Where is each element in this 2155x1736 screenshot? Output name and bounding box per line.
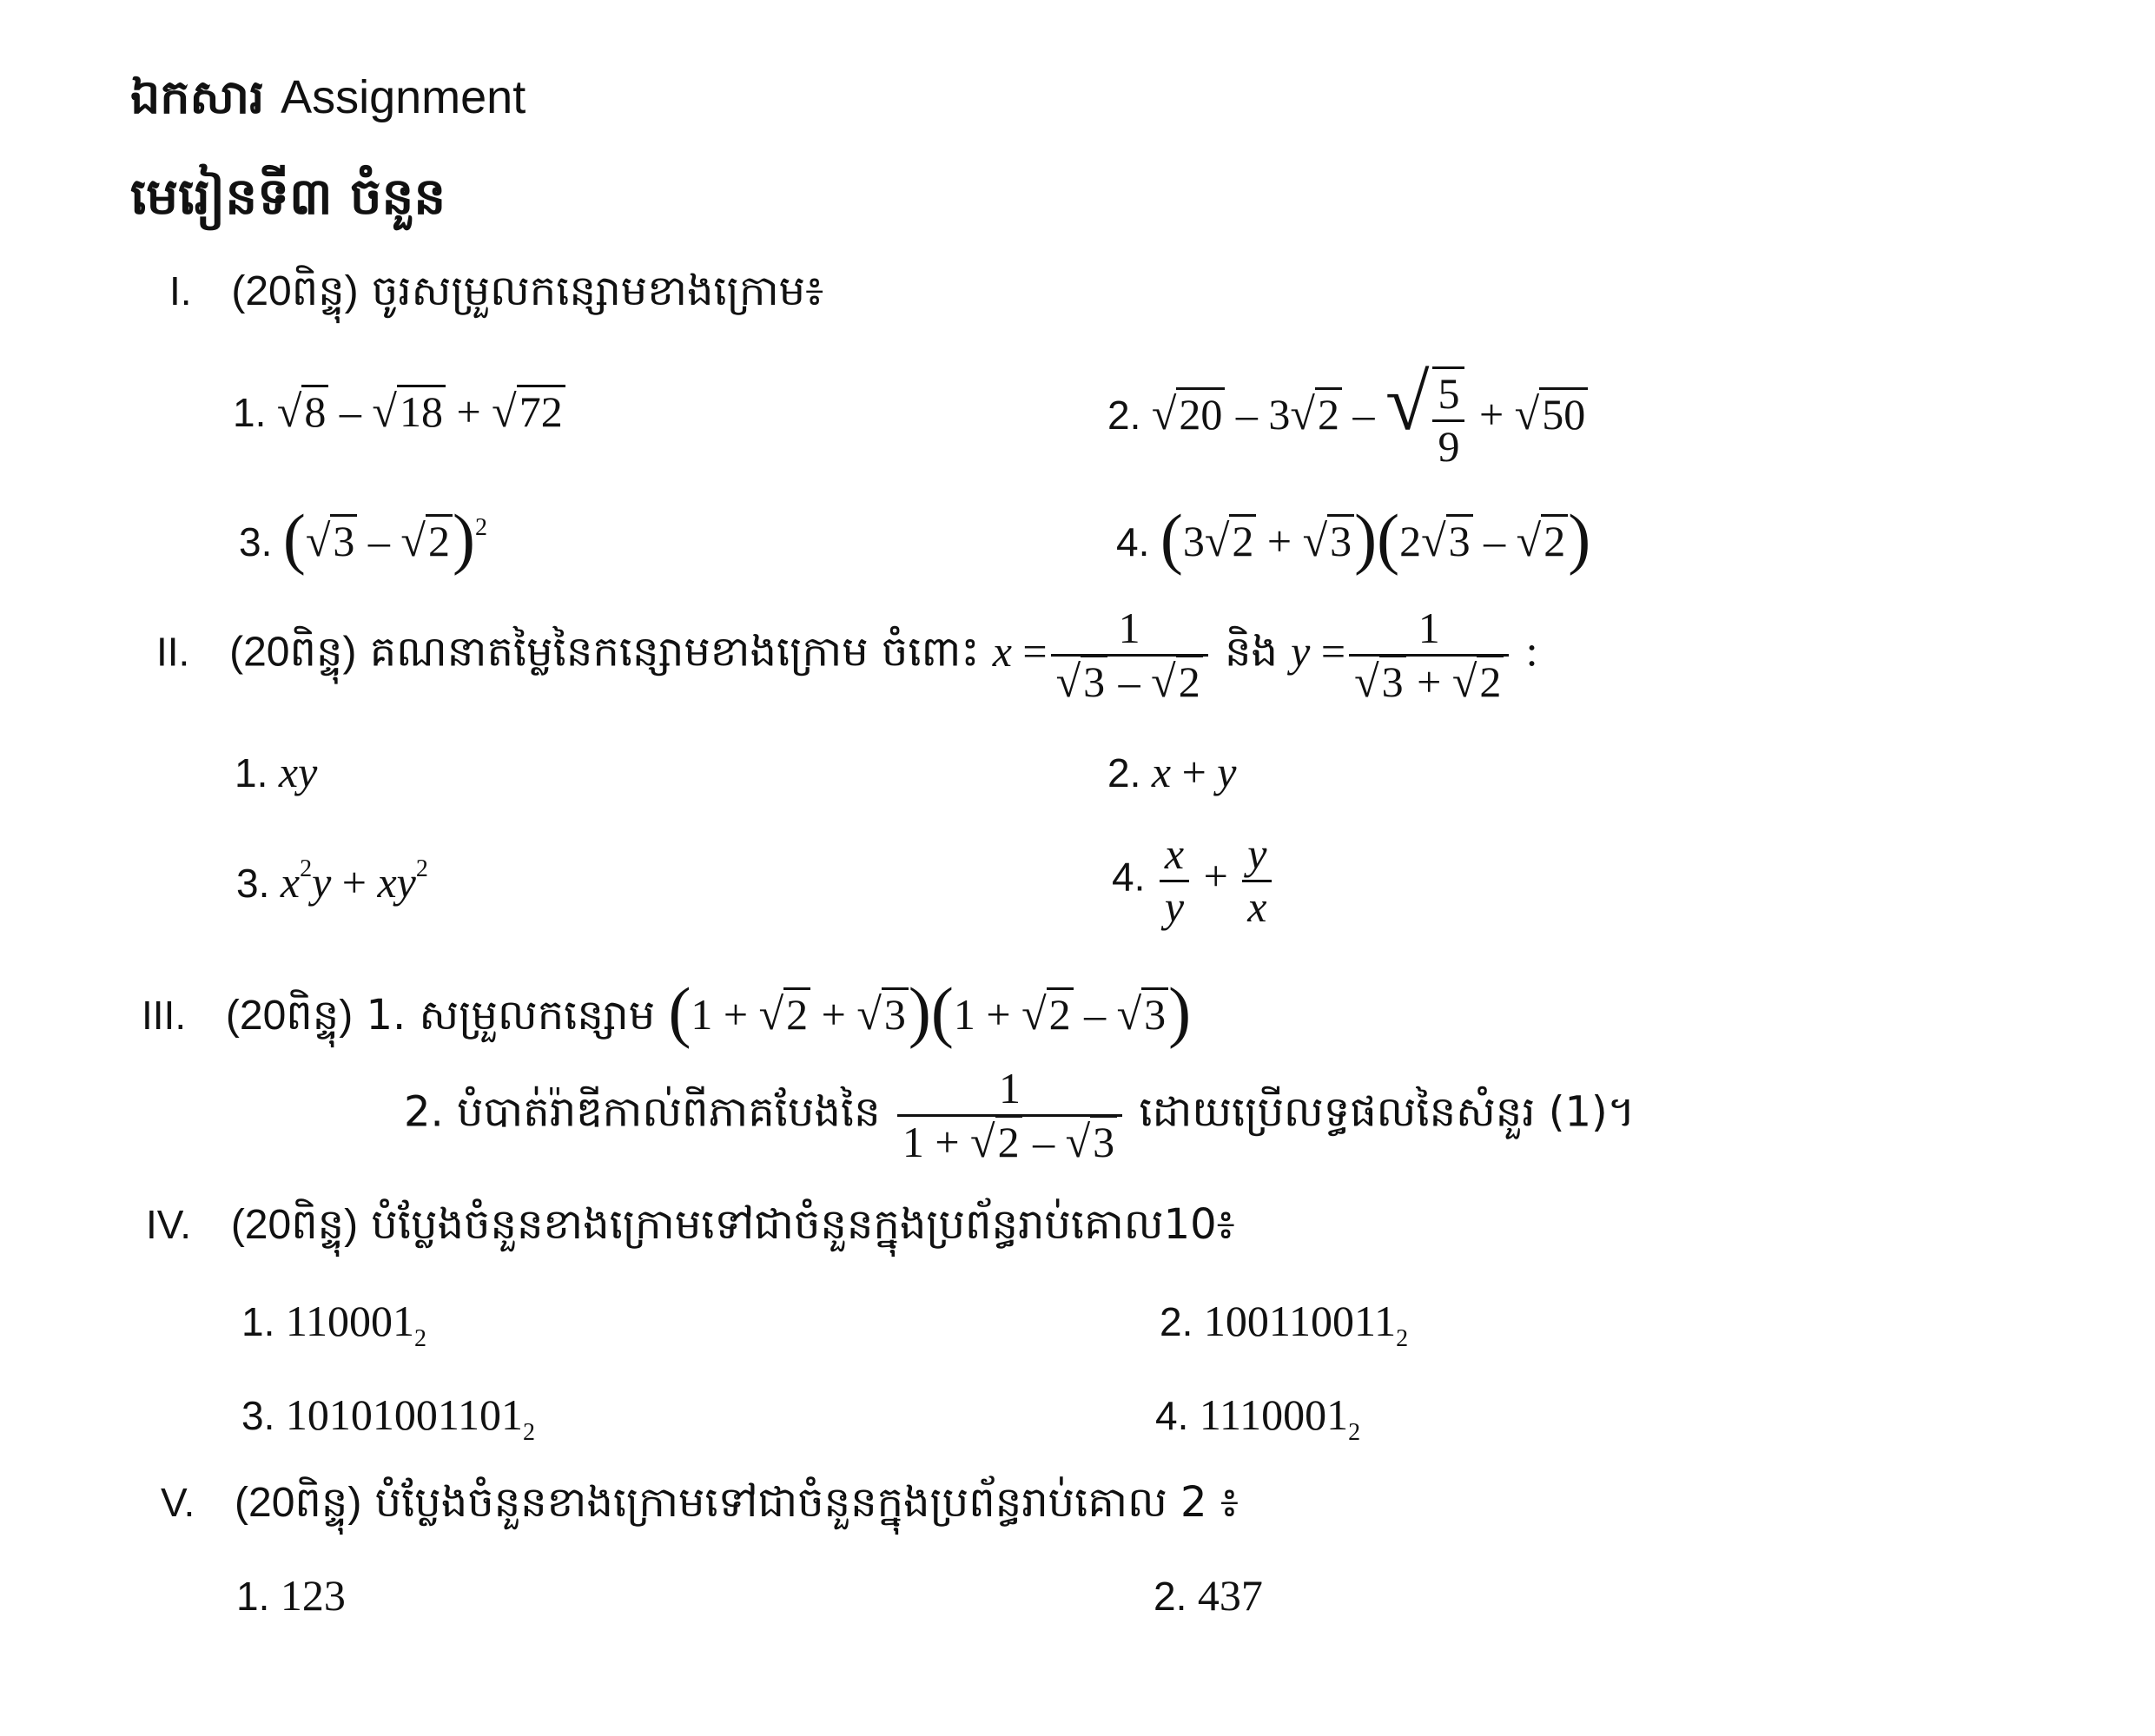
section-roman: I. xyxy=(169,268,192,314)
exercise-1-3: 3. (√3 – √2)$^2$ xyxy=(239,500,487,576)
section-instruction: គណនាតម្លៃនៃកន្សោមខាងក្រោម ចំពោះ xyxy=(369,627,980,677)
exercise-1-2: 2. √20 – 3√2 – √ $\frac{5}{9}$ + √50 xyxy=(1107,356,1588,472)
item-number: 4. xyxy=(1112,854,1146,900)
question-2-text: 2. បំបាត់រ៉ាឌីកាល់ពីភាគបែងនៃ xyxy=(404,1087,881,1137)
section-points: (20ពិន្ទុ) xyxy=(230,1202,359,1248)
section-5-header xyxy=(161,1476,1239,1537)
and-word: និង xyxy=(1224,627,1278,677)
section-4-header xyxy=(146,1198,1235,1259)
question-1-text: 1. សម្រួលកន្សោម xyxy=(366,991,656,1040)
exercise-4-4: 4. $1110001_2$ xyxy=(1155,1390,1361,1446)
item-number: 2. xyxy=(1107,393,1141,438)
document-title xyxy=(130,68,526,136)
item-number: 3. xyxy=(236,861,270,906)
exercise-5-1: 1. 123 xyxy=(236,1571,346,1620)
section-1-header xyxy=(169,265,823,326)
item-number: 2. xyxy=(1107,750,1141,795)
section-roman: V. xyxy=(161,1480,195,1525)
section-roman: III. xyxy=(142,993,187,1038)
exercise-2-3: 3. $x^2y + xy^2$ xyxy=(236,855,428,907)
section-instruction: បំប្លែងចំនួនខាងក្រោមទៅជាចំនួនក្នុងប្រព័ន្ធរាប់គោល10៖ xyxy=(371,1200,1235,1249)
item-number: 4. xyxy=(1116,519,1150,564)
section-3-question-2: 2. បំបាត់រ៉ាឌីកាល់ពីភាគបែងនៃ $\frac{1}{1 + √2 - √3}$ ដោយប្រើលទ្ធផលនៃសំនួរ (1)។ xyxy=(404,1064,1636,1167)
section-roman: II. xyxy=(156,629,190,675)
title-english: Assignment xyxy=(281,71,526,123)
section-2-header: II. (20ពិន្ទុ) គណនាតម្លៃនៃកន្សោមខាងក្រោម ចំពោះ x = $\frac{1}{√3 - √2}$ និង y = $\frac{1}{√3 + √2}$ : xyxy=(156,604,1538,707)
item-number: 3. xyxy=(239,519,273,564)
section-instruction: ចូរសម្រួលកន្សោមខាងក្រោម៖ xyxy=(371,267,824,315)
exercise-4-1: 1. $110001_2$ xyxy=(241,1297,427,1352)
exercise-4-2: 2. $100110011_2$ xyxy=(1160,1297,1409,1352)
section-points: (20ពិន្ទុ) xyxy=(231,268,359,314)
section-roman: IV. xyxy=(146,1202,192,1247)
exercise-2-4: 4. $\frac{x}{y}$ + $\frac{y}{x}$ xyxy=(1112,829,1275,932)
colon: : xyxy=(1525,626,1538,676)
question-2-tail: ដោយប្រើលទ្ធផលនៃសំនួរ (1)។ xyxy=(1139,1087,1636,1137)
exercise-2-2: 2. x + y xyxy=(1107,748,1237,796)
exercise-1-4: 4. (3√2 + √3)(2√3 – √2) xyxy=(1116,500,1591,576)
lesson-heading: មេរៀនទី៣ ចំនួន xyxy=(130,167,446,226)
section-points: (20ពិន្ទុ) xyxy=(225,993,354,1039)
section-points: (20ពិន្ទុ) xyxy=(229,629,357,676)
item-number: 1. xyxy=(235,750,268,795)
title-khmer: ឯកសារ xyxy=(130,69,265,124)
exercise-1-1: 1. √8 – √18 + √72 xyxy=(233,386,565,438)
item-number: 1. xyxy=(233,390,267,435)
section-instruction: បំប្លែងចំនួនខាងក្រោមទៅជាចំនួនក្នុងប្រព័ន្ធរាប់គោល 2 ៖ xyxy=(374,1478,1239,1527)
exercise-5-2: 2. 437 xyxy=(1154,1571,1263,1620)
section-points: (20ពិន្ទុ) xyxy=(235,1480,362,1526)
section-3-header: III. (20ពិន្ទុ) 1. សម្រួលកន្សោម (1 + √2 + √3)(1 + √2 – √3) xyxy=(142,974,1192,1049)
exercise-2-1: 1. xy xyxy=(235,748,318,796)
exercise-4-3: 3. $10101001101_2$ xyxy=(241,1390,536,1446)
